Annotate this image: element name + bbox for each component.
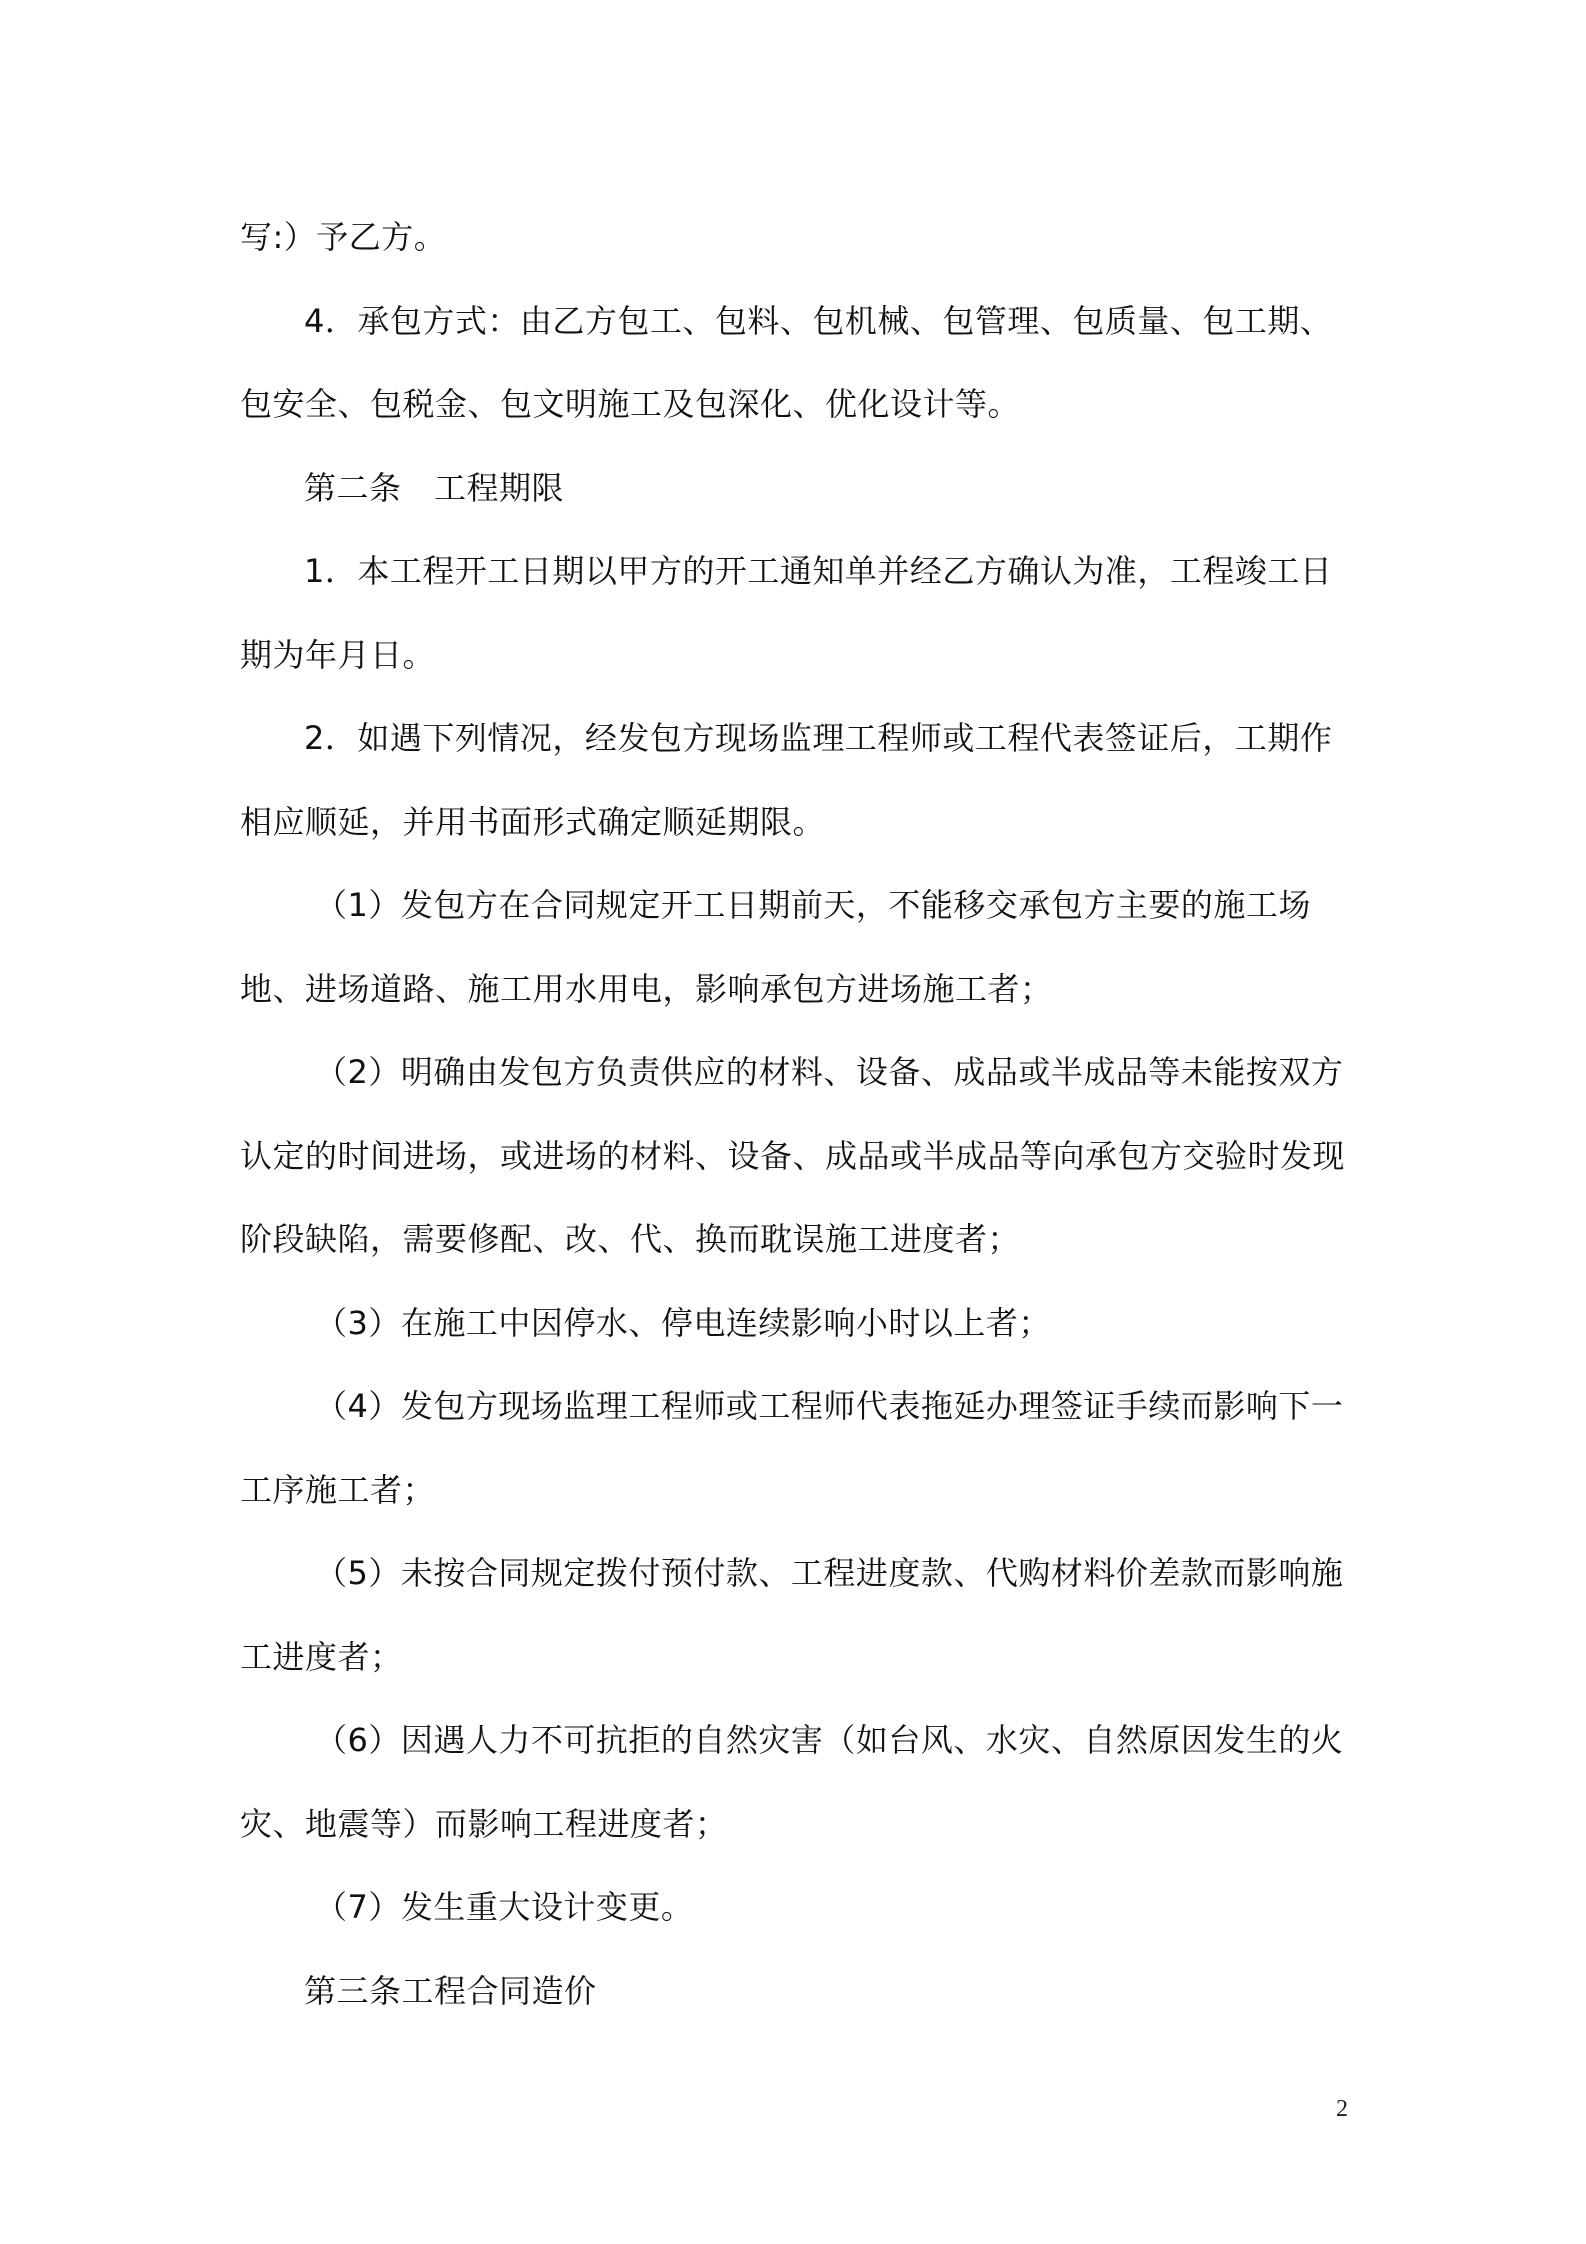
list-item-1: （1）发包方在合同规定开工日期前天，不能移交承包方主要的施工场地、进场道路、施工用水用电，影响承包方进场施工者；	[240, 886, 1311, 1008]
list-item-7: （7）发生重大设计变更。	[315, 1888, 694, 1926]
page-number: 2	[1336, 2096, 1348, 2122]
list-item-3: （3）在施工中因停水、停电连续影响小时以上者；	[315, 1303, 1051, 1342]
paragraph-contract-mode: 4．承包方式：由乙方包工、包料、包机械、包管理、包质量、包工期、包安全、包税金、包文明施工及包深化、优化设计等。	[240, 301, 1333, 423]
paragraph-start-date: 1．本工程开工日期以甲方的开工通知单并经乙方确认为准，工程竣工日期为年月日。	[240, 552, 1333, 674]
heading-article-2: 第二条 工程期限	[304, 468, 565, 507]
list-item-5: （5）未按合同规定拨付预付款、工程进度款、代购材料价差款而影响施工进度者；	[240, 1554, 1344, 1676]
paragraph-continuation: 写:）予乙方。	[240, 218, 447, 256]
list-item-4: （4）发包方现场监理工程师或工程师代表拖延办理签证手续而影响下一工序施工者；	[240, 1387, 1344, 1509]
document-body	[240, 196, 1360, 2033]
heading-article-3: 第三条工程合同造价	[304, 1971, 597, 2010]
paragraph-extension-conditions: 2．如遇下列情况，经发包方现场监理工程师或工程代表签证后，工期作相应顺延，并用书面形式确定顺延期限。	[240, 719, 1333, 841]
list-item-2: （2）明确由发包方负责供应的材料、设备、成品或半成品等未能按双方认定的时间进场，或进场的材料、设备、成品或半成品等向承包方交验时发现阶段缺陷，需要修配、改、代、换而耽误施工进度者；	[240, 1053, 1346, 1258]
list-item-6: （6）因遇人力不可抗拒的自然灾害（如台风、水灾、自然原因发生的火灾、地震等）而影响工程进度者；	[240, 1721, 1344, 1843]
